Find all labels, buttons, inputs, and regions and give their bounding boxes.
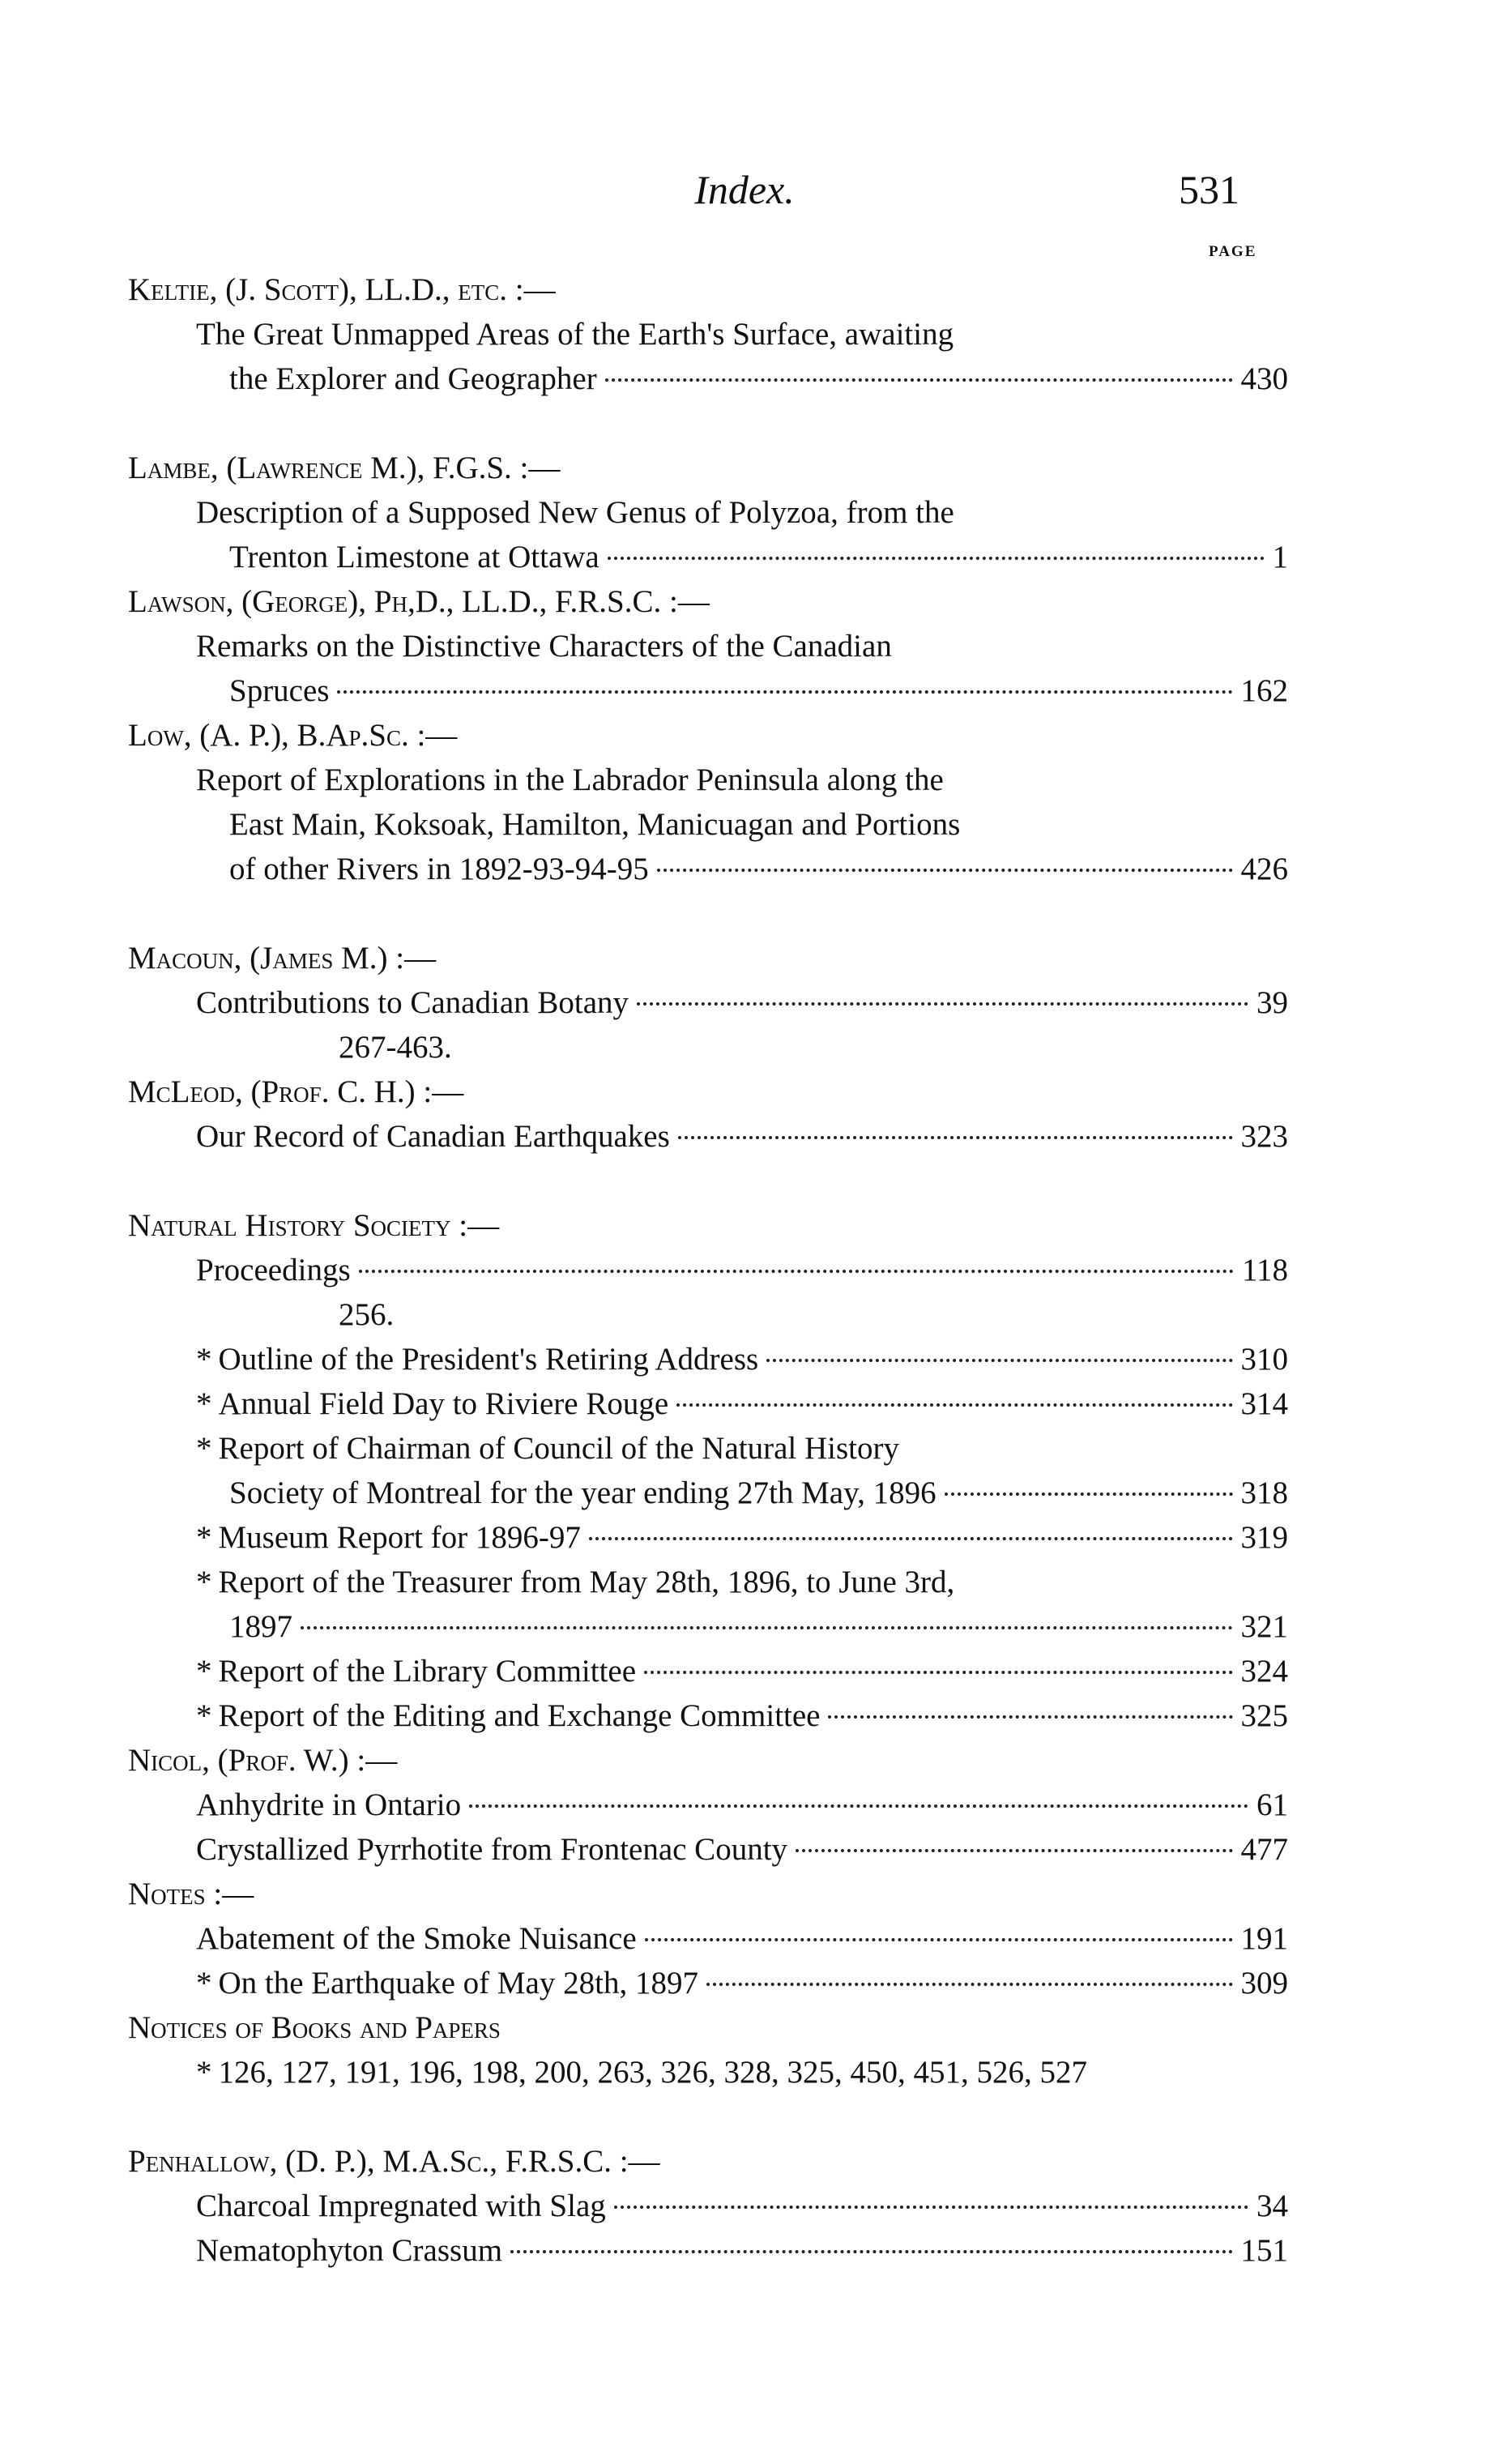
index-page-ref: 318 bbox=[1240, 1475, 1288, 1510]
index-page-ref: 314 bbox=[1240, 1386, 1288, 1421]
index-line bbox=[128, 1337, 1288, 1381]
asterisk-marker: * bbox=[196, 1966, 212, 2001]
index-title: Museum Report for 1896-97 bbox=[218, 1520, 581, 1555]
index-author: Macoun, (James M.) :— bbox=[128, 941, 437, 976]
index-author: Natural History Society :— bbox=[128, 1208, 500, 1243]
index-line bbox=[128, 802, 1288, 847]
index-author: Keltie, (J. Scott), LL.D., etc. :— bbox=[128, 272, 556, 307]
dot-leader bbox=[605, 378, 1233, 382]
index-page-ref: 324 bbox=[1240, 1654, 1288, 1689]
index-page-ref: 309 bbox=[1240, 1966, 1288, 2001]
index-page-ref: 325 bbox=[1240, 1698, 1288, 1733]
index-line bbox=[128, 1783, 1288, 1827]
index-line bbox=[128, 1738, 1288, 1783]
index-author: Notes :— bbox=[128, 1877, 254, 1911]
index-title: East Main, Koksoak, Hamilton, Manicuagan and Portions bbox=[229, 807, 961, 842]
index-line bbox=[128, 579, 1288, 624]
index-page-ref: 477 bbox=[1240, 1832, 1288, 1867]
index-line bbox=[128, 2050, 1288, 2095]
dot-leader bbox=[608, 557, 1265, 560]
asterisk-marker: * bbox=[196, 1431, 212, 1466]
page-column-label: PAGE bbox=[1209, 243, 1257, 260]
index-page-ref: 34 bbox=[1256, 2189, 1288, 2223]
dot-leader bbox=[337, 690, 1232, 694]
index-extra-pages: 267-463. bbox=[339, 1030, 452, 1065]
index-title: Trenton Limestone at Ottawa bbox=[229, 540, 599, 574]
index-author: McLeod, (Prof. C. H.) :— bbox=[128, 1074, 464, 1109]
index-author: Penhallow, (D. P.), M.A.Sc., F.R.S.C. :— bbox=[128, 2144, 660, 2179]
asterisk-marker: * bbox=[196, 1565, 212, 1599]
section-gap bbox=[128, 1159, 1288, 1203]
index-title: Report of the Library Committee bbox=[218, 1654, 637, 1689]
index-title: Contributions to Canadian Botany bbox=[196, 985, 629, 1020]
page-number: 531 bbox=[1179, 167, 1239, 212]
dot-leader bbox=[301, 1626, 1233, 1629]
index-title: Outline of the President's Retiring Address bbox=[218, 1342, 759, 1377]
index-title: Description of a Supposed New Genus of Polyzoa, from the bbox=[196, 495, 954, 530]
index-extra-pages: 256. bbox=[339, 1297, 395, 1332]
index-line bbox=[128, 267, 1288, 312]
index-page-ref: 39 bbox=[1256, 985, 1288, 1020]
dot-leader bbox=[359, 1270, 1234, 1273]
index-title: Anhydrite in Ontario bbox=[196, 1787, 462, 1822]
index-title: Proceedings bbox=[196, 1253, 351, 1288]
index-line bbox=[128, 1471, 1288, 1515]
index-line bbox=[128, 847, 1288, 891]
index-line bbox=[128, 624, 1288, 668]
index-line bbox=[128, 1961, 1288, 2005]
dot-leader bbox=[766, 1359, 1232, 1362]
index-line bbox=[128, 1604, 1288, 1649]
dot-leader bbox=[637, 1002, 1248, 1006]
index-title: Report of Chairman of Council of the Natural History bbox=[218, 1431, 899, 1466]
index-line bbox=[128, 1515, 1288, 1560]
index-page-ref: 430 bbox=[1240, 361, 1288, 396]
index-line bbox=[128, 1070, 1288, 1114]
index-title: The Great Unmapped Areas of the Earth's Surface, awaiting bbox=[196, 317, 954, 352]
index-page-ref: 61 bbox=[1256, 1787, 1288, 1822]
index-author: Nicol, (Prof. W.) :— bbox=[128, 1743, 398, 1778]
index-line bbox=[128, 1203, 1288, 1248]
index-author: Lambe, (Lawrence M.), F.G.S. :— bbox=[128, 451, 561, 485]
index-title: Report of the Editing and Exchange Committee bbox=[218, 1698, 821, 1733]
index-line bbox=[128, 1426, 1288, 1471]
dot-leader bbox=[676, 1403, 1232, 1407]
index-line bbox=[128, 490, 1288, 535]
index-line bbox=[128, 535, 1288, 579]
index-title: Report of the Treasurer from May 28th, 1896, to June 3rd, bbox=[218, 1565, 955, 1599]
index-line bbox=[128, 1025, 1288, 1070]
index-line bbox=[128, 758, 1288, 802]
index-line bbox=[128, 2228, 1288, 2273]
index-title: Our Record of Canadian Earthquakes bbox=[196, 1119, 670, 1154]
index-title: On the Earthquake of May 28th, 1897 bbox=[218, 1966, 698, 2001]
index-line bbox=[128, 1248, 1288, 1292]
section-gap bbox=[128, 401, 1288, 446]
asterisk-marker: * bbox=[196, 2055, 212, 2090]
running-title: Index. bbox=[694, 167, 795, 212]
index-line bbox=[128, 936, 1288, 980]
index-title: Remarks on the Distinctive Characters of the Canadian bbox=[196, 629, 892, 664]
index-line bbox=[128, 446, 1288, 490]
index-page-ref: 321 bbox=[1240, 1609, 1288, 1644]
dot-leader bbox=[796, 1849, 1232, 1852]
index-author: Lawson, (George), Ph,D., LL.D., F.R.S.C. :— bbox=[128, 584, 710, 619]
index-line bbox=[128, 1872, 1288, 1916]
index-title: Society of Montreal for the year ending 27th May, 1896 bbox=[229, 1475, 936, 1510]
index-title: Abatement of the Smoke Nuisance bbox=[196, 1921, 637, 1956]
index-title: Nematophyton Crassum bbox=[196, 2233, 503, 2268]
index-line bbox=[128, 2184, 1288, 2228]
dot-leader bbox=[657, 869, 1233, 872]
asterisk-marker: * bbox=[196, 1520, 212, 1555]
index-line bbox=[128, 668, 1288, 713]
section-gap bbox=[128, 2095, 1288, 2139]
index-line bbox=[128, 1916, 1288, 1961]
index-line bbox=[128, 357, 1288, 401]
index-title: Report of Explorations in the Labrador Peninsula along the bbox=[196, 762, 944, 797]
index-page-ref: 319 bbox=[1240, 1520, 1288, 1555]
dot-leader bbox=[589, 1537, 1233, 1540]
index-line bbox=[128, 1693, 1288, 1738]
index-title: 1897 bbox=[229, 1609, 292, 1644]
dot-leader bbox=[645, 1938, 1233, 1941]
index-page-ref: 323 bbox=[1240, 1119, 1288, 1154]
index-title: of other Rivers in 1892-93-94-95 bbox=[229, 852, 649, 886]
index-list bbox=[128, 267, 1288, 2273]
asterisk-marker: * bbox=[196, 1386, 212, 1421]
index-page-ref: 126, 127, 191, 196, 198, 200, 263, 326, 328, 325, 450, 451, 526, 527 bbox=[218, 2055, 1087, 2090]
index-page-ref: 118 bbox=[1241, 1253, 1288, 1288]
index-line bbox=[128, 312, 1288, 357]
index-line bbox=[128, 980, 1288, 1025]
index-author: Notices of Books and Papers bbox=[128, 2010, 501, 2045]
index-line bbox=[128, 1649, 1288, 1693]
index-line bbox=[128, 1827, 1288, 1872]
index-title: Charcoal Impregnated with Slag bbox=[196, 2189, 606, 2223]
dot-leader bbox=[678, 1136, 1233, 1139]
index-line bbox=[128, 2005, 1288, 2050]
index-title: Spruces bbox=[229, 673, 330, 708]
index-page-ref: 1 bbox=[1272, 540, 1288, 574]
dot-leader bbox=[614, 2206, 1248, 2209]
index-line bbox=[128, 1560, 1288, 1604]
asterisk-marker: * bbox=[196, 1654, 212, 1689]
index-title: the Explorer and Geographer bbox=[229, 361, 597, 396]
index-page-ref: 191 bbox=[1240, 1921, 1288, 1956]
index-page-ref: 310 bbox=[1240, 1342, 1288, 1377]
dot-leader bbox=[510, 2250, 1232, 2253]
index-line bbox=[128, 1381, 1288, 1426]
dot-leader bbox=[644, 1671, 1232, 1674]
index-line bbox=[128, 713, 1288, 758]
index-title: Crystallized Pyrrhotite from Frontenac County bbox=[196, 1832, 788, 1867]
index-page-ref: 151 bbox=[1240, 2233, 1288, 2268]
index-line bbox=[128, 1292, 1288, 1337]
index-page-ref: 426 bbox=[1240, 852, 1288, 886]
asterisk-marker: * bbox=[196, 1342, 212, 1377]
index-line bbox=[128, 2139, 1288, 2184]
section-gap bbox=[128, 891, 1288, 936]
index-page-ref: 162 bbox=[1240, 673, 1288, 708]
dot-leader bbox=[706, 1983, 1233, 1986]
dot-leader bbox=[945, 1492, 1233, 1496]
asterisk-marker: * bbox=[196, 1698, 212, 1733]
index-title: Annual Field Day to Riviere Rouge bbox=[218, 1386, 669, 1421]
dot-leader bbox=[469, 1804, 1248, 1808]
dot-leader bbox=[828, 1715, 1232, 1719]
index-author: Low, (A. P.), B.Ap.Sc. :— bbox=[128, 718, 458, 753]
index-line bbox=[128, 1114, 1288, 1159]
